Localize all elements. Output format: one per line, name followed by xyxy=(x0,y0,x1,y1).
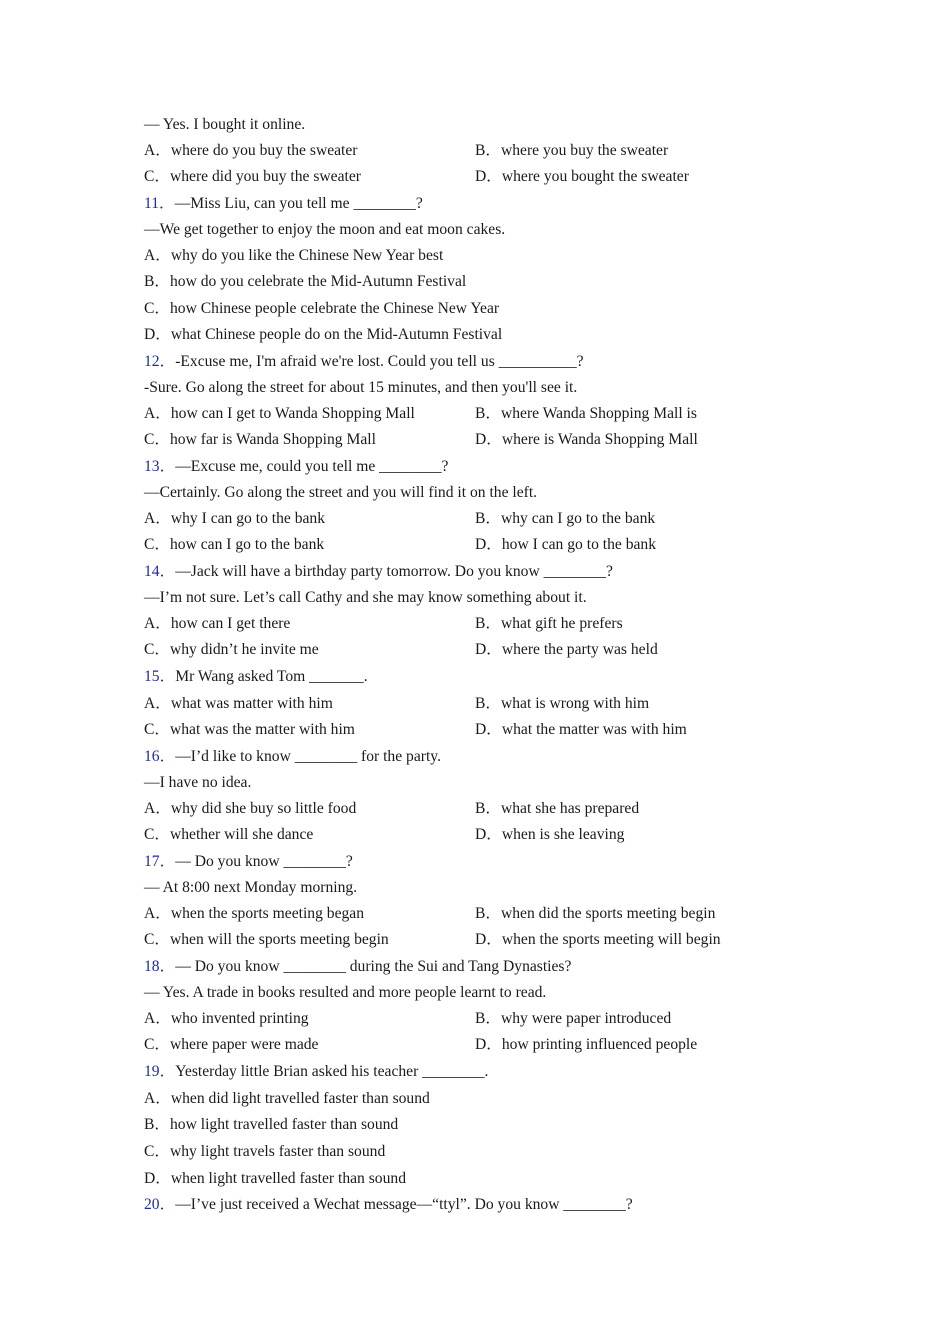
option-b[interactable]: B．where Wanda Shopping Mall is xyxy=(475,405,697,422)
option-a[interactable]: A．when the sports meeting began xyxy=(144,905,364,922)
option-b[interactable]: B．what she has prepared xyxy=(475,800,640,817)
question-number: 16． xyxy=(144,748,176,765)
option-d[interactable]: D．where the party was held xyxy=(475,641,658,658)
options-row xyxy=(144,532,824,558)
options-row xyxy=(144,611,824,637)
question-number: 12． xyxy=(144,353,176,370)
option-c[interactable]: C．how far is Wanda Shopping Mall xyxy=(144,431,376,448)
option-a[interactable]: A．how can I get to Wanda Shopping Mall xyxy=(144,405,415,422)
question-11-reply: —We get together to enjoy the moon and eat moon cakes. xyxy=(144,221,506,238)
option-a[interactable]: A．why do you like the Chinese New Year best xyxy=(144,247,444,264)
question-number: 15． xyxy=(144,668,176,685)
option-a[interactable]: A．why I can go to the bank xyxy=(144,510,326,527)
question-number: 18． xyxy=(144,958,176,975)
option-b[interactable]: B．where you buy the sweater xyxy=(475,142,669,159)
option-c[interactable]: C．why light travels faster than sound xyxy=(144,1143,386,1160)
options-row xyxy=(144,427,824,453)
question-20-stem: 20．—I’ve just received a Wechat message—“ttyl”. Do you know ________? xyxy=(144,1196,633,1213)
question-number: 14． xyxy=(144,563,176,580)
option-c[interactable]: C．what was the matter with him xyxy=(144,721,355,738)
options-row xyxy=(144,927,824,953)
options-row xyxy=(144,1032,824,1058)
question-16-stem: 16．—I’d like to know ________ for the party. xyxy=(144,748,441,765)
option-a[interactable]: A．who invented printing xyxy=(144,1010,309,1027)
question-16-reply: —I have no idea. xyxy=(144,774,252,791)
question-14-reply: —I’m not sure. Let’s call Cathy and she may know something about it. xyxy=(144,589,587,606)
question-number: 19． xyxy=(144,1063,176,1080)
options-row xyxy=(144,637,824,663)
question-17-stem: 17．— Do you know ________? xyxy=(144,853,353,870)
question-18-reply: — Yes. A trade in books resulted and more people learnt to read. xyxy=(144,984,547,1001)
option-c[interactable]: C．when will the sports meeting begin xyxy=(144,931,389,948)
question-number: 17． xyxy=(144,853,176,870)
option-a[interactable]: A．what was matter with him xyxy=(144,695,333,712)
option-c[interactable]: C．whether will she dance xyxy=(144,826,314,843)
option-d[interactable]: D．what Chinese people do on the Mid-Autumn Festival xyxy=(144,326,503,343)
options-row xyxy=(144,796,824,822)
question-19-stem: 19．Yesterday little Brian asked his teacher ________. xyxy=(144,1063,489,1080)
intro-answer-line: — Yes. I bought it online. xyxy=(144,116,306,133)
question-number: 13． xyxy=(144,458,176,475)
intro-options-row-1 xyxy=(144,138,824,164)
option-a[interactable]: A．where do you buy the sweater xyxy=(144,142,358,159)
options-row xyxy=(144,1006,824,1032)
option-b[interactable]: B．why can I go to the bank xyxy=(475,510,656,527)
question-15-stem: 15．Mr Wang asked Tom _______. xyxy=(144,668,368,685)
option-b[interactable]: B．what is wrong with him xyxy=(475,695,650,712)
options-row xyxy=(144,901,824,927)
question-number: 20． xyxy=(144,1196,176,1213)
intro-options-row-2 xyxy=(144,164,824,190)
option-c[interactable]: C．where did you buy the sweater xyxy=(144,168,361,185)
option-d[interactable]: D．where is Wanda Shopping Mall xyxy=(475,431,698,448)
option-d[interactable]: D．when is she leaving xyxy=(475,826,625,843)
option-a[interactable]: A．why did she buy so little food xyxy=(144,800,357,817)
options-row xyxy=(144,691,824,717)
option-b[interactable]: B．how do you celebrate the Mid-Autumn Festival xyxy=(144,273,467,290)
question-12-stem: 12．-Excuse me, I'm afraid we're lost. Could you tell us __________? xyxy=(144,353,584,370)
option-d[interactable]: D．how I can go to the bank xyxy=(475,536,657,553)
option-d[interactable]: D．when the sports meeting will begin xyxy=(475,931,721,948)
options-row xyxy=(144,717,824,743)
question-13-stem: 13．—Excuse me, could you tell me ________? xyxy=(144,458,449,475)
option-b[interactable]: B．what gift he prefers xyxy=(475,615,623,632)
question-13-reply: —Certainly. Go along the street and you will find it on the left. xyxy=(144,484,538,501)
option-d[interactable]: D．when light travelled faster than sound xyxy=(144,1170,406,1187)
option-c[interactable]: C．how can I go to the bank xyxy=(144,536,325,553)
option-b[interactable]: B．why were paper introduced xyxy=(475,1010,672,1027)
options-row xyxy=(144,401,824,427)
option-c[interactable]: C．why didn’t he invite me xyxy=(144,641,319,658)
options-row xyxy=(144,506,824,532)
option-c[interactable]: C．how Chinese people celebrate the Chinese New Year xyxy=(144,300,500,317)
question-14-stem: 14．—Jack will have a birthday party tomorrow. Do you know ________? xyxy=(144,563,613,580)
question-11-stem: 11．—Miss Liu, can you tell me ________? xyxy=(144,195,423,212)
option-b[interactable]: B．how light travelled faster than sound xyxy=(144,1116,399,1133)
question-18-stem: 18．— Do you know ________ during the Sui and Tang Dynasties? xyxy=(144,958,572,975)
options-row xyxy=(144,822,824,848)
option-d[interactable]: D．where you bought the sweater xyxy=(475,168,689,185)
question-17-reply: — At 8:00 next Monday morning. xyxy=(144,879,358,896)
option-a[interactable]: A．when did light travelled faster than sound xyxy=(144,1090,430,1107)
option-d[interactable]: D．how printing influenced people xyxy=(475,1036,698,1053)
question-number: 11． xyxy=(144,195,175,212)
option-a[interactable]: A．how can I get there xyxy=(144,615,291,632)
option-b[interactable]: B．when did the sports meeting begin xyxy=(475,905,716,922)
question-12-reply: -Sure. Go along the street for about 15 minutes, and then you'll see it. xyxy=(144,379,578,396)
option-d[interactable]: D．what the matter was with him xyxy=(475,721,687,738)
option-c[interactable]: C．where paper were made xyxy=(144,1036,319,1053)
